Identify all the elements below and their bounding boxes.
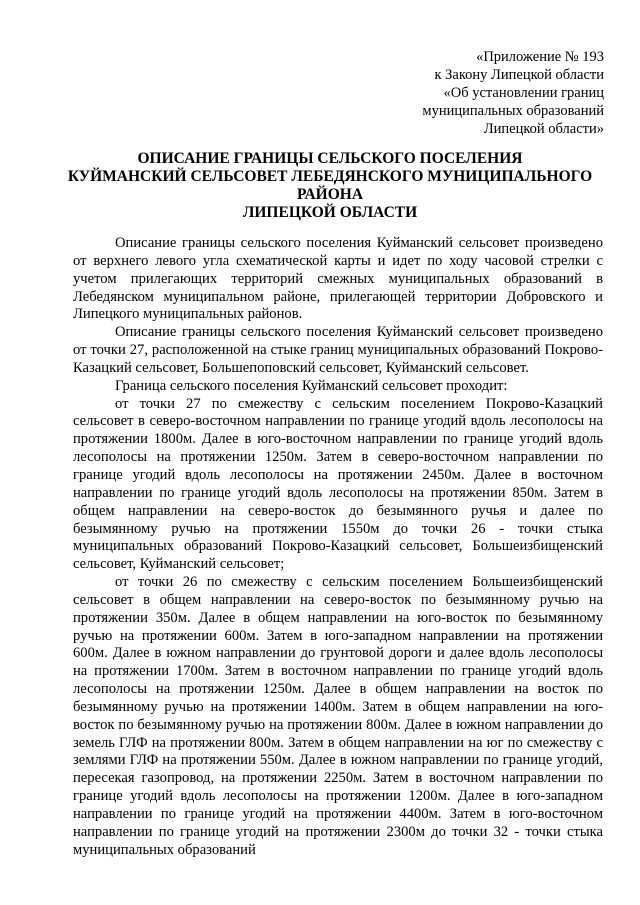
appendix-header-line: к Закону Липецкой области	[434, 67, 604, 83]
appendix-header-line: «Приложение № 193	[476, 49, 604, 65]
appendix-header-line: Липецкой области»	[483, 121, 604, 137]
document-title-line: РАЙОНА	[296, 186, 364, 203]
body-paragraph: Граница сельского поселения Куйманский сельсовет проходит:	[115, 377, 508, 394]
body-paragraph: Описание границы сельского поселения Куйманский сельсовет произведено от верхнего левого угла схематической карты и идет по ходу часовой стрелки с учетом прилегающих территорий смежных муниципальных образований в Лебедянском муниципальном районе, прилегающей территории Добровского и Липецкого муниципальных районов.	[73, 235, 603, 323]
appendix-header-line: «Об установлении границ	[443, 85, 604, 101]
document-body	[73, 235, 603, 860]
body-paragraph: от точки 26 по смежеству с сельским поселением Большеизбищенский сельсовет в общем направлении на северо-восток по безымянному ручью на протяжении 350м. Далее в общем направлении на юго-восток по безымянному ручью на протяжении 600м. Затем в юго-западном направлении на протяжении 600м. Далее в южном направлении до грунтовой дороги и далее вдоль лесополосы на протяжении 1700м. Затем в восточном направлении по границе угодий вдоль лесополосы на протяжении 1250м. Далее в общем направлении на восток по безымянному ручью на протяжении 1400м. Затем в общем направлении на юго-восток по безымянному ручью на протяжении 800м. Далее в южном направлении до земель ГЛФ на протяжении 800м. Затем в общем направлении на юг по смежеству с землями ГЛФ на протяжении 550м. Далее в южном направлении по границе угодий, пересекая газопровод, на протяжении 2250м. Затем в восточном направлении по границе угодий вдоль лесополосы на протяжении 1200м. Далее в юго-западном направлении по границе угодий на протяжении 4400м. Затем в юго-восточном направлении по границе угодий на протяжении 2300м до точки 32 - точки стыка муниципальных образований	[73, 574, 603, 858]
body-paragraph: от точки 27 по смежеству с сельским поселением Покрово-Казацкий сельсовет в северо-восточном направлении по границе угодий вдоль лесополосы на протяжении 1800м. Далее в юго-восточном направлении по границе угодий вдоль лесополосы на протяжении 1250м. Затем в северо-восточном направлении по границе угодий вдоль лесополосы на протяжении 2450м. Далее в восточном направлении по границе угодий вдоль лесополосы на протяжении 850м. Затем в общем направлении на северо-восток до безымянного ручья и далее по безымянному ручью на протяжении 1550м до точки 26 - точки стыка муниципальных образований Покрово-Казацкий сельсовет, Большеизбищенский сельсовет, Куйманский сельсовет;	[73, 395, 603, 573]
appendix-header-line: муниципальных образований	[422, 103, 604, 119]
document-title-line: ОПИСАНИЕ ГРАНИЦЫ СЕЛЬСКОГО ПОСЕЛЕНИЯ	[137, 150, 523, 167]
body-paragraph: Описание границы сельского поселения Куйманский сельсовет произведено от точки 27, расположенной на стыке границ муниципальных образований Покрово-Казацкий сельсовет, Большепоповский сельсовет, Куйманский сельсовет.	[73, 324, 603, 376]
document-title-line: КУЙМАНСКИЙ СЕЛЬСОВЕТ ЛЕБЕДЯНСКОГО МУНИЦИПАЛЬНОГО	[67, 168, 593, 185]
document-title-line: ЛИПЕЦКОЙ ОБЛАСТИ	[242, 204, 418, 221]
appendix-header	[422, 48, 604, 138]
document-title	[60, 150, 600, 222]
